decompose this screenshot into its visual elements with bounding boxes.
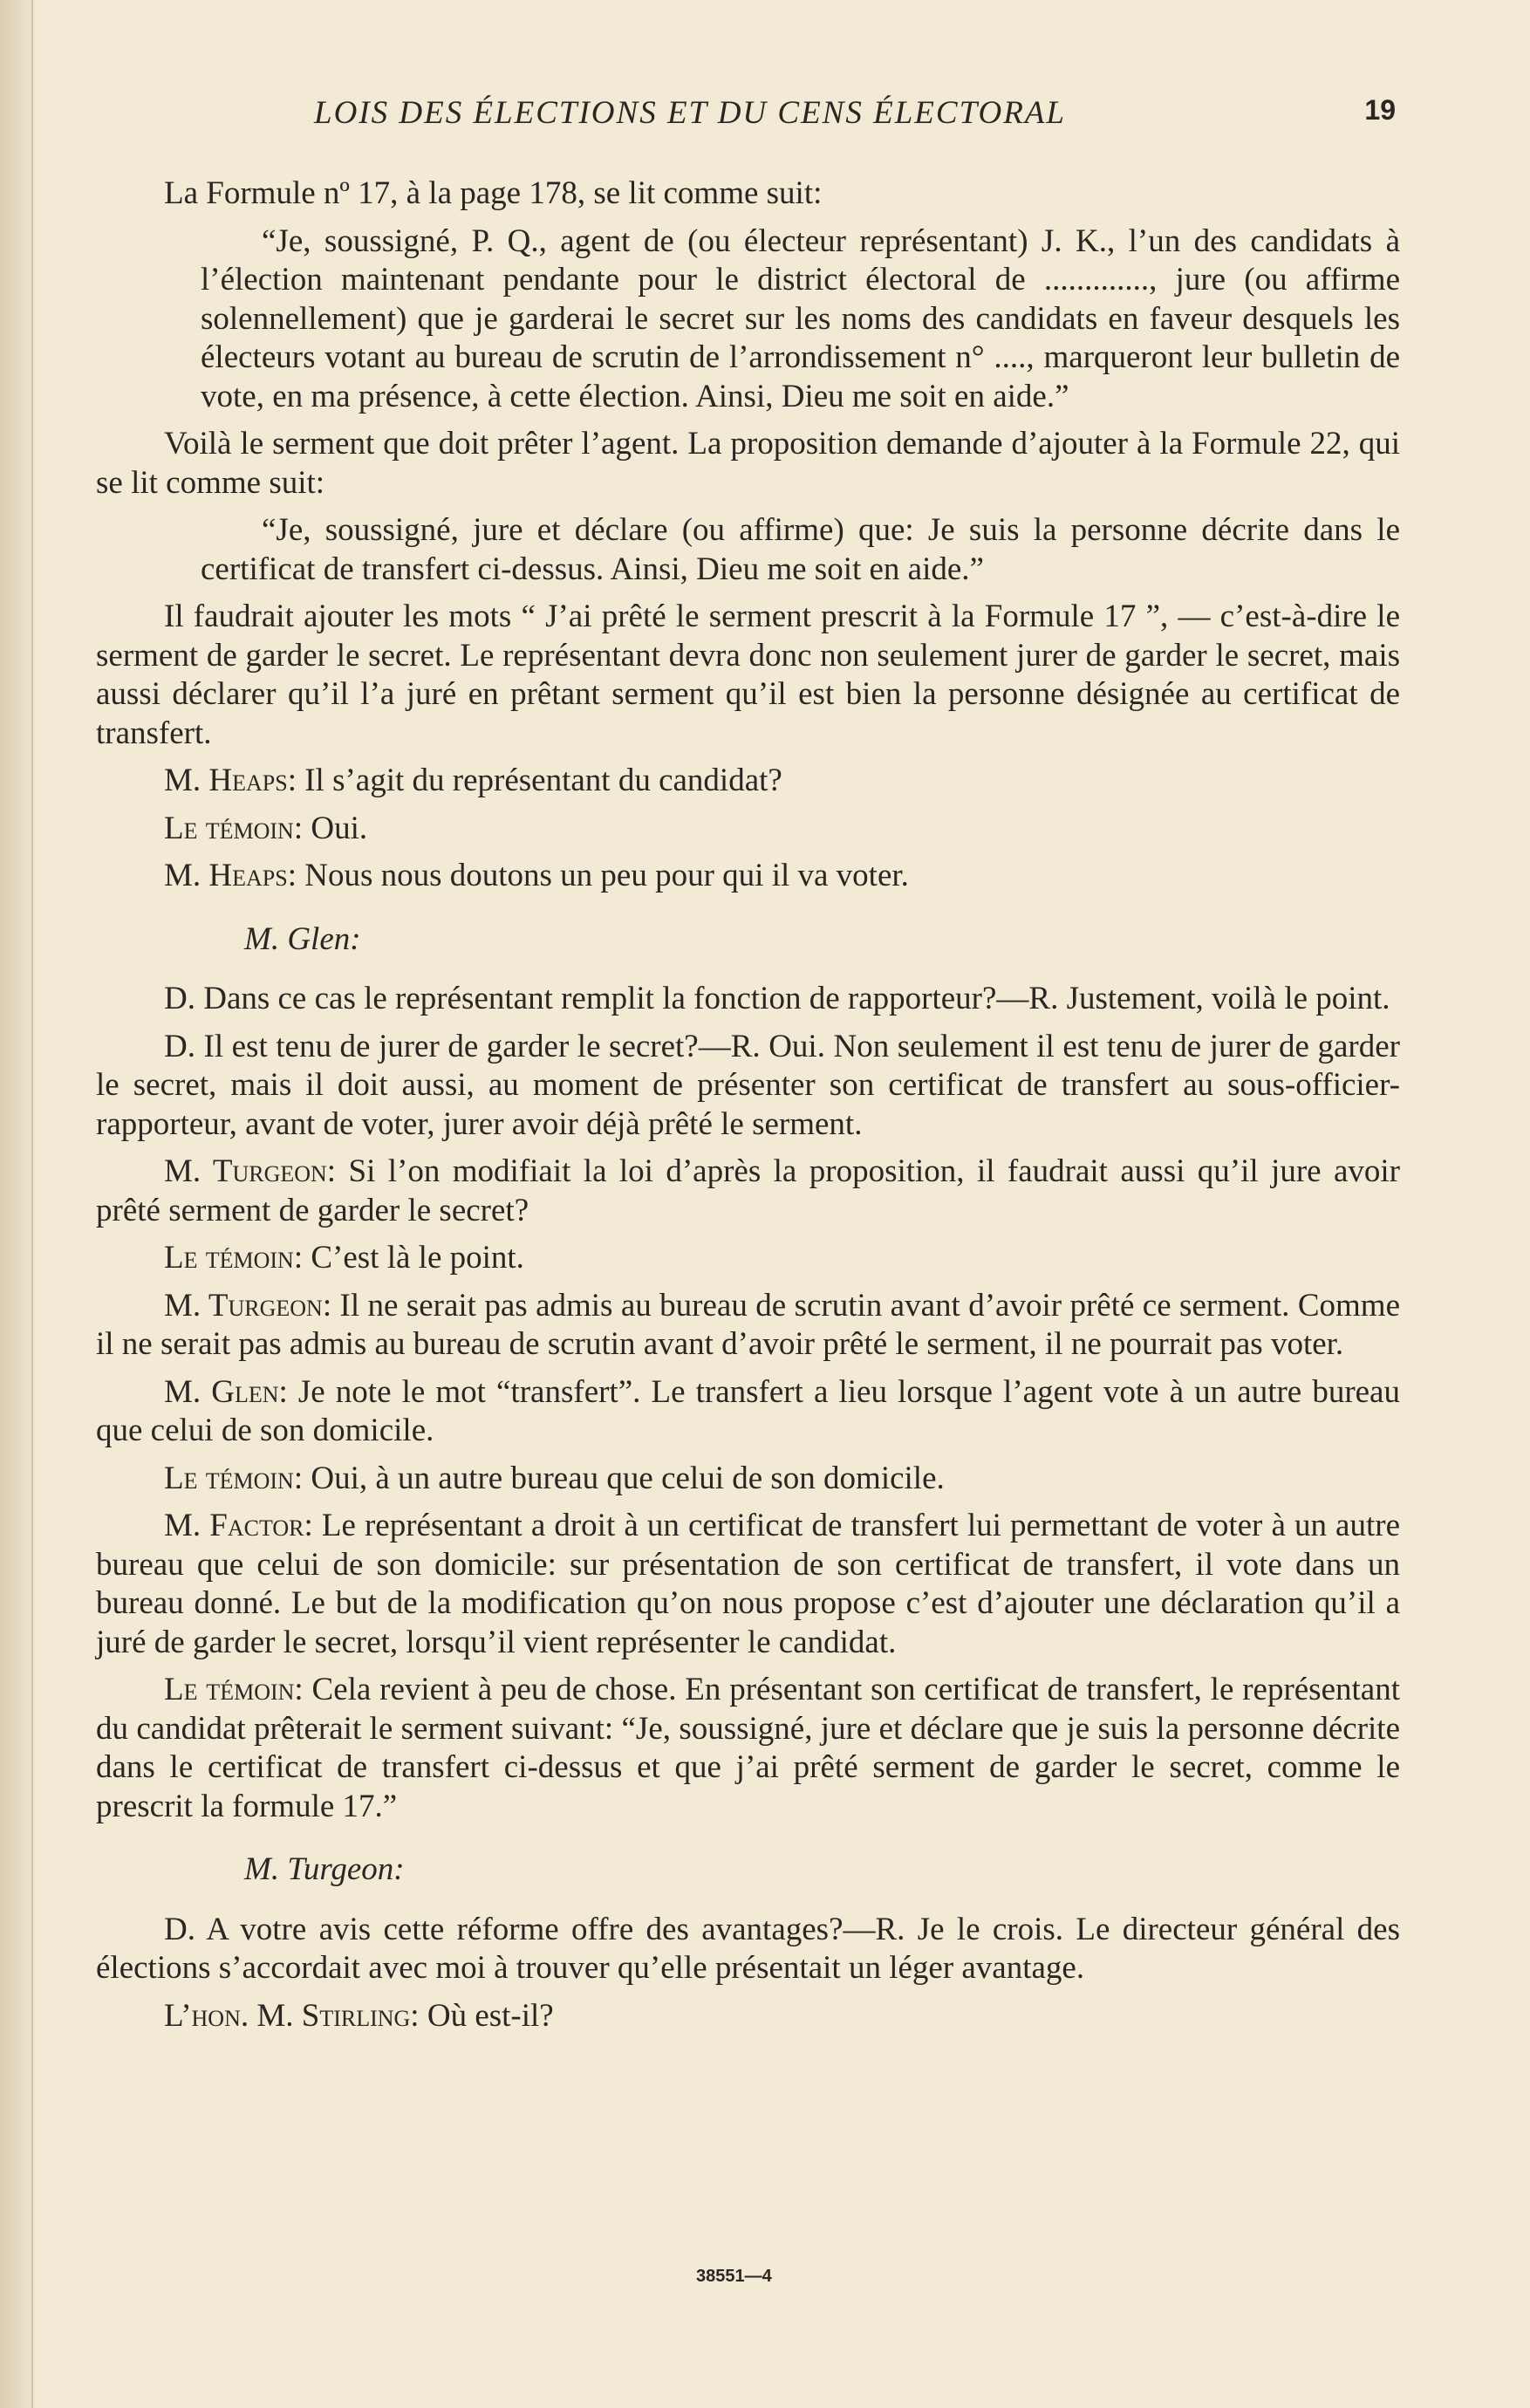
speech-text: Le représentant a droit à un certificat de transfert lui permettant de voter à un autre bureau que celui de son domicile: sur présentation de son certificat de transfert, il vote dans un bureau donné. Le but de la modification qu’on nous propose c’est d’ajouter une déclaration qu’il a juré de garder le secret, lorsqu’il vient représenter le candidat. [96, 1508, 1400, 1660]
speaker-name: Le témoin: [164, 1240, 304, 1276]
paragraph-text: “Je, soussigné, jure et déclare (ou affirme) que: Je suis la personne décrite dans le certificat de transfert ci-dessus. Ainsi, Dieu me soit en aide.” [201, 512, 1400, 587]
page-header [201, 94, 1396, 147]
speech-paragraph [96, 1671, 1400, 1826]
speech-text: C’est là le point. [311, 1240, 524, 1276]
page-number: 19 [1364, 94, 1396, 126]
speaker-name: M. Turgeon: [164, 1287, 332, 1324]
speech-paragraph [96, 762, 1400, 801]
speaker-name: M. Factor: [164, 1508, 313, 1543]
speech-paragraph [96, 1287, 1400, 1365]
quoted-form [96, 511, 1400, 589]
speech-text: Où est-il? [427, 1997, 554, 2034]
section-heading-text: M. Glen: [244, 920, 361, 957]
running-title: LOIS DES ÉLECTIONS ET DU CENS ÉLECTORAL [314, 95, 1066, 131]
speaker-name: Le témoin: [164, 810, 304, 846]
speech-text: Nous nous doutons un peu pour qui il va voter. [304, 858, 909, 893]
section-heading-text: M. Turgeon: [244, 1851, 405, 1887]
qa-paragraph [96, 1911, 1400, 1988]
speech-paragraph [96, 810, 1400, 849]
speech-text: Si l’on modifiait la loi d’après la proposition, il faudrait aussi qu’il jure avoir prêté serment de garder le secret? [96, 1153, 1400, 1228]
speaker-name: M. Glen: [164, 1373, 288, 1410]
speaker-name: L’hon. M. Stirling: [164, 1997, 420, 2034]
document-body [96, 174, 1400, 2044]
speech-paragraph [96, 1239, 1400, 1278]
speaker-name: Le témoin: [164, 1672, 304, 1707]
speech-text: Oui, à un autre bureau que celui de son domicile. [311, 1460, 945, 1496]
speaker-name: Le témoin: [164, 1460, 304, 1496]
speaker-name: M. Turgeon: [164, 1153, 337, 1189]
speech-paragraph [96, 1460, 1400, 1499]
paragraph [96, 425, 1400, 503]
qa-paragraph [96, 1028, 1400, 1145]
paragraph-text: Voilà le serment que doit prêter l’agent. La proposition demande d’ajouter à la Formule 22, qui se lit comme suit: [96, 426, 1400, 501]
paragraph-text: Il faudrait ajouter les mots “ J’ai prêté le serment prescrit à la Formule 17 ”, — c’est-à-dire le serment de garder le secret. Le représentant devra donc non seulement jurer de garder le secret, mais aussi déclarer qu’il l’a juré en prêtant serment qu’il est bien la personne désignée au certificat de transfert. [96, 599, 1400, 751]
paragraph-text: La Formule nº 17, à la page 178, se lit comme suit: [164, 175, 823, 211]
speech-paragraph [96, 1373, 1400, 1451]
paragraph-text: “Je, soussigné, P. Q., agent de (ou électeur représentant) J. K., l’un des candidats à l’élection maintenant pendante pour le district électoral de ............., jure (ou affirme solennellement) que je garderai le secret sur les noms des candidats en faveur desquels les électeurs votant au bureau de scrutin de l’arrondissement n° ...., marqueront leur bulletin de vote, en ma présence, à cette élection. Ainsi, Dieu me soit en aide.” [201, 222, 1400, 414]
qa-paragraph [96, 980, 1400, 1019]
speaker-name: M. Heaps: [164, 763, 297, 798]
speech-paragraph [96, 1153, 1400, 1230]
paragraph-text: D. A votre avis cette réforme offre des avantages?—R. Je le crois. Le directeur général des élections s’accordait avec moi à trouver qu’elle présentait un léger avantage. [96, 1911, 1400, 1986]
paragraph-text: D. Il est tenu de jurer de garder le secret?—R. Oui. Non seulement il est tenu de jurer de garder le secret, mais il doit aussi, au moment de présenter son certificat de transfert au sous-officier-rapporteur, avant de voter, jurer avoir déjà prêté le serment. [96, 1028, 1400, 1142]
printer-signature-code: 38551—4 [696, 2267, 772, 2286]
paragraph [96, 174, 1400, 214]
section-heading [96, 1850, 1400, 1890]
paragraph [96, 598, 1400, 753]
speech-paragraph [96, 1507, 1400, 1662]
speech-text: Il s’agit du représentant du candidat? [304, 763, 782, 798]
speech-text: Cela revient à peu de chose. En présentant son certificat de transfert, le représentant du candidat prêterait le serment suivant: “Je, soussigné, jure et déclare que je suis la personne décrite dans le certificat de transfert ci-dessus et que j’ai prêté serment de garder le secret, comme le prescrit la formule 17.” [96, 1672, 1400, 1824]
paragraph-text: D. Dans ce cas le représentant remplit la fonction de rapporteur?—R. Justement, voilà le point. [164, 981, 1390, 1016]
speech-text: Il ne serait pas admis au bureau de scrutin avant d’avoir prêté ce serment. Comme il ne serait pas admis au bureau de scrutin avant d’avoir prêté le serment, il ne pourrait pas voter. [96, 1287, 1400, 1362]
section-heading [96, 920, 1400, 960]
speech-text: Je note le mot “transfert”. Le transfert a lieu lorsque l’agent vote à un autre bureau que celui de son domicile. [96, 1373, 1400, 1448]
speaker-name: M. Heaps: [164, 858, 297, 893]
speech-paragraph [96, 857, 1400, 896]
binding-edge-line [31, 0, 33, 2408]
speech-text: Oui. [311, 810, 368, 846]
quoted-form [96, 222, 1400, 417]
speech-paragraph [96, 1997, 1400, 2036]
